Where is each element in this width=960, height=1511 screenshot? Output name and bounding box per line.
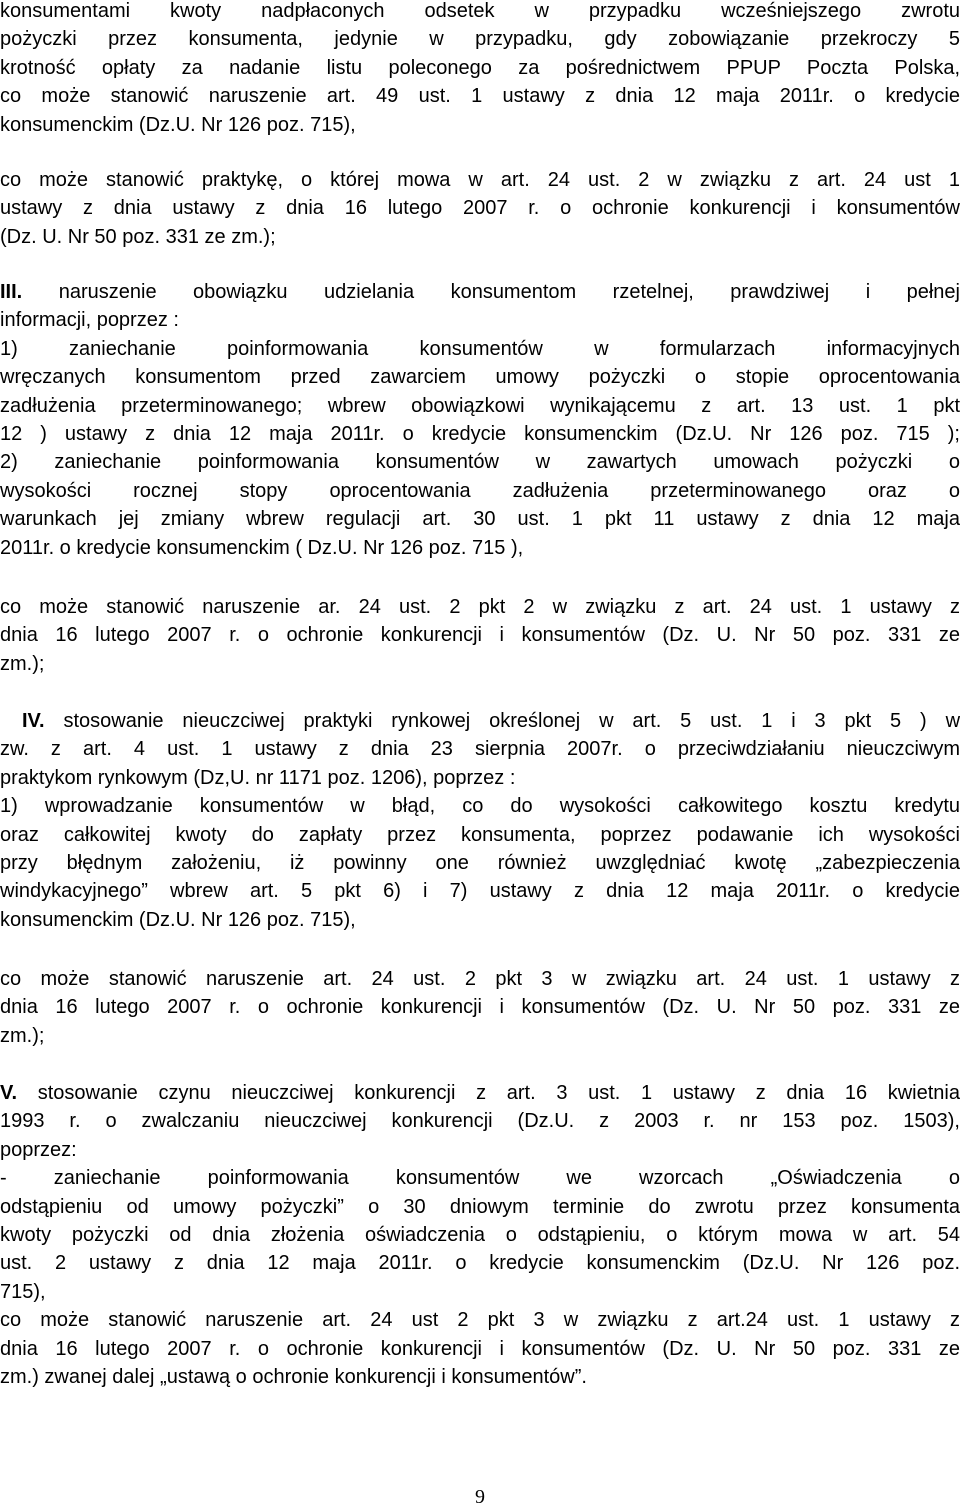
page-number: 9	[475, 1486, 485, 1508]
text-line: zm.) zwanej dalej „ustawą o ochronie konkurencji i konsumentów”.	[0, 1365, 587, 1388]
text-line: dnia 16 lutego 2007 r. o ochronie konkurencji i konsumentów (Dz. U. Nr 50 poz. 331 ze	[0, 1337, 960, 1360]
text-line: 1) zaniechanie poinformowania konsumentów w formularzach informacyjnych	[0, 337, 960, 360]
section-heading-text: naruszenie obowiązku udzielania konsumentom rzetelnej, prawdziwej i pełnej	[58, 281, 960, 303]
text-line: co może stanowić naruszenie art. 49 ust. 1 ustawy z dnia 12 maja 2011r. o kredycie	[0, 85, 960, 108]
text-line: ustawy z dnia ustawy z dnia 16 lutego 2007 r. o ochronie konkurencji i konsumentów	[0, 197, 960, 220]
text-line: wręczanych konsumentom przed zawarciem umowy pożyczki o stopie oprocentowania	[0, 366, 960, 389]
section-heading-line	[0, 278, 960, 306]
text-line: praktykom rynkowym (Dz,U. nr 1171 poz. 1206), poprzez :	[0, 766, 516, 789]
text-line: windykacyjnego” wbrew art. 5 pkt 6) i 7) ustawy z dnia 12 maja 2011r. o kredycie	[0, 880, 960, 903]
text-line: konsumenckim (Dz.U. Nr 126 poz. 715),	[0, 908, 356, 931]
text-line: 12 ) ustawy z dnia 12 maja 2011r. o kredycie konsumenckim (Dz.U. Nr 126 poz. 715 );	[0, 422, 960, 445]
section-v	[0, 1079, 960, 1391]
paragraph-intro	[0, 0, 960, 139]
text-line: zm.);	[0, 652, 45, 675]
text-line: 715),	[0, 1280, 46, 1303]
text-line: wysokości rocznej stopy oprocentowania zadłużenia przeterminowanego oraz o	[0, 479, 960, 502]
text-line: 2) zaniechanie poinformowania konsumentów w zawartych umowach pożyczki o	[0, 451, 960, 474]
text-line: ust. 2 ustawy z dnia 12 maja 2011r. o kredycie konsumenckim (Dz.U. Nr 126 poz.	[0, 1252, 960, 1275]
text-line: 2011r. o kredycie konsumenckim ( Dz.U. Nr 126 poz. 715 ),	[0, 536, 524, 559]
section-heading-line	[0, 707, 960, 735]
text-line: informacji, poprzez :	[0, 309, 179, 332]
section-marker: III.	[0, 281, 23, 303]
text-line: pożyczki przez konsumenta, jedynie w przypadku, gdy zobowiązanie przekroczy 5	[0, 28, 960, 51]
text-line: 1) wprowadzanie konsumentów w błąd, co do wysokości całkowitego kosztu kredytu	[0, 795, 960, 818]
paragraph-violation-iii	[0, 593, 960, 678]
section-heading-text: stosowanie nieuczciwej praktyki rynkowej określonej w art. 5 ust. 1 i 3 pkt 5 ) w	[63, 710, 960, 732]
text-line: 1993 r. o zwalczaniu nieuczciwej konkurencji (Dz.U. z 2003 r. nr 153 poz. 1503),	[0, 1110, 960, 1133]
text-line: dnia 16 lutego 2007 r. o ochronie konkurencji i konsumentów (Dz. U. Nr 50 poz. 331 ze	[0, 996, 960, 1019]
paragraph-practice	[0, 166, 960, 251]
text-line: zw. z art. 4 ust. 1 ustawy z dnia 23 sierpnia 2007r. o przeciwdziałaniu nieuczciwym	[0, 738, 960, 761]
text-line: poprzez:	[0, 1138, 77, 1161]
text-line: co może stanowić naruszenie art. 24 ust. 2 pkt 3 w związku art. 24 ust. 1 ustawy z	[0, 968, 960, 990]
section-heading-line	[0, 1079, 960, 1107]
text-line: dnia 16 lutego 2007 r. o ochronie konkurencji i konsumentów (Dz. U. Nr 50 poz. 331 ze	[0, 624, 960, 647]
text-line: co może stanowić praktykę, o której mowa w art. 24 ust. 2 w związku z art. 24 ust 1	[0, 169, 960, 191]
text-line: - zaniechanie poinformowania konsumentów we wzorcach „Oświadczenia o	[0, 1167, 960, 1190]
text-line: oraz całkowitej kwoty do zapłaty przez konsumenta, poprzez podawanie ich wysokości	[0, 823, 960, 846]
text-line: zm.);	[0, 1024, 45, 1047]
text-line: co może stanowić naruszenie ar. 24 ust. 2 pkt 2 w związku z art. 24 ust. 1 ustawy z	[0, 596, 960, 618]
text-line: kwoty pożyczki od dnia złożenia oświadczenia o odstąpieniu, o którym mowa w art. 54	[0, 1223, 960, 1246]
text-line: odstąpieniu od umowy pożyczki” o 30 dniowym terminie do zwrotu przez konsumenta	[0, 1195, 960, 1218]
text-line: warunkach jej zmiany wbrew regulacji art. 30 ust. 1 pkt 11 ustawy z dnia 12 maja	[0, 508, 960, 531]
text-line: konsumentami kwoty nadpłaconych odsetek w przypadku wcześniejszego zwrotu	[0, 0, 960, 22]
text-line: co może stanowić naruszenie art. 24 ust 2 pkt 3 w związku z art.24 ust. 1 ustawy z	[0, 1309, 960, 1332]
text-line: (Dz. U. Nr 50 poz. 331 ze zm.);	[0, 225, 276, 248]
text-line: zadłużenia przeterminowanego; wbrew obowiązkowi wynikającemu z art. 13 ust. 1 pkt	[0, 394, 960, 417]
section-marker: V.	[0, 1082, 18, 1104]
paragraph-violation-iv	[0, 965, 960, 1050]
section-iii	[0, 278, 960, 562]
text-line: przy błędnym założeniu, iż powinny one również uwzględniać kwotę „zabezpieczenia	[0, 851, 960, 874]
section-heading-text: stosowanie czynu nieuczciwej konkurencji z art. 3 ust. 1 ustawy z dnia 16 kwietnia	[37, 1082, 960, 1104]
section-iv	[0, 707, 960, 934]
text-line: krotność opłaty za nadanie listu poleconego za pośrednictwem PPUP Poczta Polska,	[0, 56, 960, 79]
section-marker: IV.	[22, 710, 45, 732]
text-line: konsumenckim (Dz.U. Nr 126 poz. 715),	[0, 113, 356, 136]
